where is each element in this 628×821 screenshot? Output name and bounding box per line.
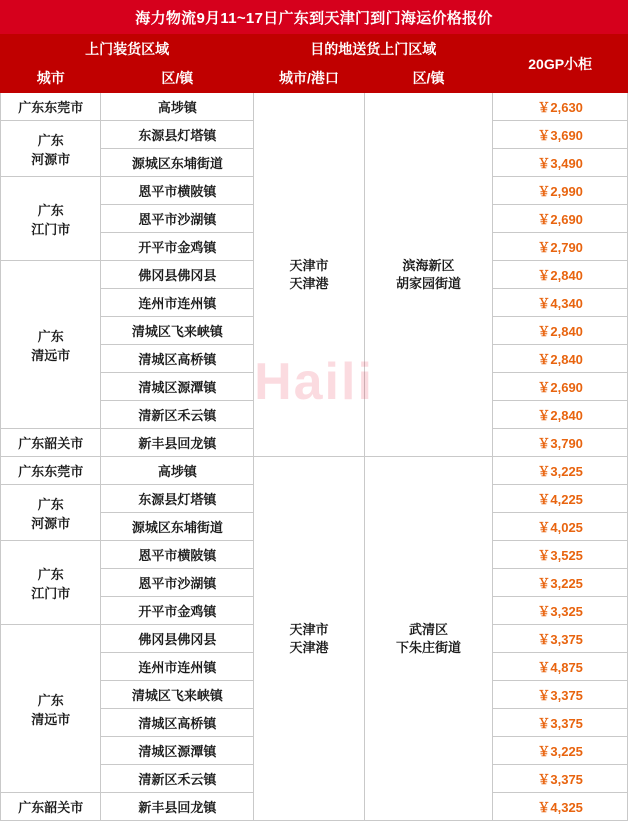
- price-cell: ￥3,375: [493, 625, 628, 653]
- origin-city-cell: 广东 江门市: [1, 177, 101, 261]
- origin-city-cell: 广东 河源市: [1, 121, 101, 177]
- price-cell: ￥3,225: [493, 569, 628, 597]
- price-cell: ￥2,840: [493, 261, 628, 289]
- origin-town-cell: 清城区高桥镇: [101, 345, 254, 373]
- origin-city-cell: 广东东莞市: [1, 457, 101, 485]
- page-title: 海力物流9月11~17日广东到天津门到门海运价格报价: [0, 0, 628, 34]
- origin-town-cell: 高埗镇: [101, 457, 254, 485]
- origin-town-cell: 连州市连州镇: [101, 653, 254, 681]
- origin-city-cell: 广东韶关市: [1, 429, 101, 457]
- origin-town-cell: 清城区高桥镇: [101, 709, 254, 737]
- header-origin-city: 城市: [1, 64, 101, 93]
- table-head: [1, 35, 628, 93]
- price-cell: ￥2,690: [493, 373, 628, 401]
- price-cell: ￥3,690: [493, 121, 628, 149]
- price-cell: ￥3,790: [493, 429, 628, 457]
- origin-city-cell: 广东东莞市: [1, 93, 101, 121]
- price-cell: ￥3,375: [493, 681, 628, 709]
- price-cell: ￥2,990: [493, 177, 628, 205]
- origin-city-cell: 广东韶关市: [1, 793, 101, 821]
- origin-city-cell: 广东 清远市: [1, 625, 101, 793]
- origin-town-cell: 清城区源潭镇: [101, 373, 254, 401]
- price-cell: ￥4,875: [493, 653, 628, 681]
- price-cell: ￥3,490: [493, 149, 628, 177]
- origin-town-cell: 源城区东埔街道: [101, 149, 254, 177]
- price-cell: ￥2,630: [493, 93, 628, 121]
- origin-town-cell: 新丰县回龙镇: [101, 429, 254, 457]
- price-cell: ￥4,325: [493, 793, 628, 821]
- price-cell: ￥2,690: [493, 205, 628, 233]
- price-cell: ￥3,375: [493, 709, 628, 737]
- header-group-origin: 上门装货区域: [1, 35, 254, 64]
- origin-town-cell: 新丰县回龙镇: [101, 793, 254, 821]
- dest-town-cell: 武清区 下朱庄街道: [364, 457, 493, 821]
- price-cell: ￥2,840: [493, 317, 628, 345]
- origin-town-cell: 清新区禾云镇: [101, 765, 254, 793]
- origin-city-cell: 广东 河源市: [1, 485, 101, 541]
- price-cell: ￥3,325: [493, 597, 628, 625]
- price-cell: ￥2,840: [493, 345, 628, 373]
- price-cell: ￥2,790: [493, 233, 628, 261]
- table-row: [1, 93, 628, 121]
- origin-city-cell: 广东 江门市: [1, 541, 101, 625]
- origin-town-cell: 源城区东埔街道: [101, 513, 254, 541]
- origin-town-cell: 清城区飞来峡镇: [101, 317, 254, 345]
- dest-city-cell: 天津市 天津港: [254, 93, 365, 457]
- origin-city-cell: 广东 清远市: [1, 261, 101, 429]
- price-cell: ￥3,375: [493, 765, 628, 793]
- table-row: [1, 457, 628, 485]
- origin-town-cell: 恩平市横陂镇: [101, 541, 254, 569]
- price-cell: ￥2,840: [493, 401, 628, 429]
- origin-town-cell: 清城区源潭镇: [101, 737, 254, 765]
- price-cell: ￥4,025: [493, 513, 628, 541]
- price-cell: ￥4,340: [493, 289, 628, 317]
- price-cell: ￥3,225: [493, 457, 628, 485]
- origin-town-cell: 东源县灯塔镇: [101, 121, 254, 149]
- price-cell: ￥4,225: [493, 485, 628, 513]
- origin-town-cell: 东源县灯塔镇: [101, 485, 254, 513]
- table-header-group-row: [1, 35, 628, 64]
- price-cell: ￥3,525: [493, 541, 628, 569]
- origin-town-cell: 佛冈县佛冈县: [101, 261, 254, 289]
- header-dest-town: 区/镇: [364, 64, 493, 93]
- origin-town-cell: 开平市金鸡镇: [101, 233, 254, 261]
- header-origin-town: 区/镇: [101, 64, 254, 93]
- price-cell: ￥3,225: [493, 737, 628, 765]
- header-group-dest: 目的地送货上门区域: [254, 35, 493, 64]
- origin-town-cell: 开平市金鸡镇: [101, 597, 254, 625]
- price-table: [0, 34, 628, 821]
- origin-town-cell: 恩平市横陂镇: [101, 177, 254, 205]
- origin-town-cell: 清新区禾云镇: [101, 401, 254, 429]
- dest-town-cell: 滨海新区 胡家园街道: [364, 93, 493, 457]
- dest-city-cell: 天津市 天津港: [254, 457, 365, 821]
- origin-town-cell: 佛冈县佛冈县: [101, 625, 254, 653]
- origin-town-cell: 恩平市沙湖镇: [101, 205, 254, 233]
- header-dest-city: 城市/港口: [254, 64, 365, 93]
- origin-town-cell: 连州市连州镇: [101, 289, 254, 317]
- origin-town-cell: 高埗镇: [101, 93, 254, 121]
- header-col-price: 20GP小柜: [493, 35, 628, 93]
- origin-town-cell: 清城区飞来峡镇: [101, 681, 254, 709]
- origin-town-cell: 恩平市沙湖镇: [101, 569, 254, 597]
- table-body: [1, 93, 628, 821]
